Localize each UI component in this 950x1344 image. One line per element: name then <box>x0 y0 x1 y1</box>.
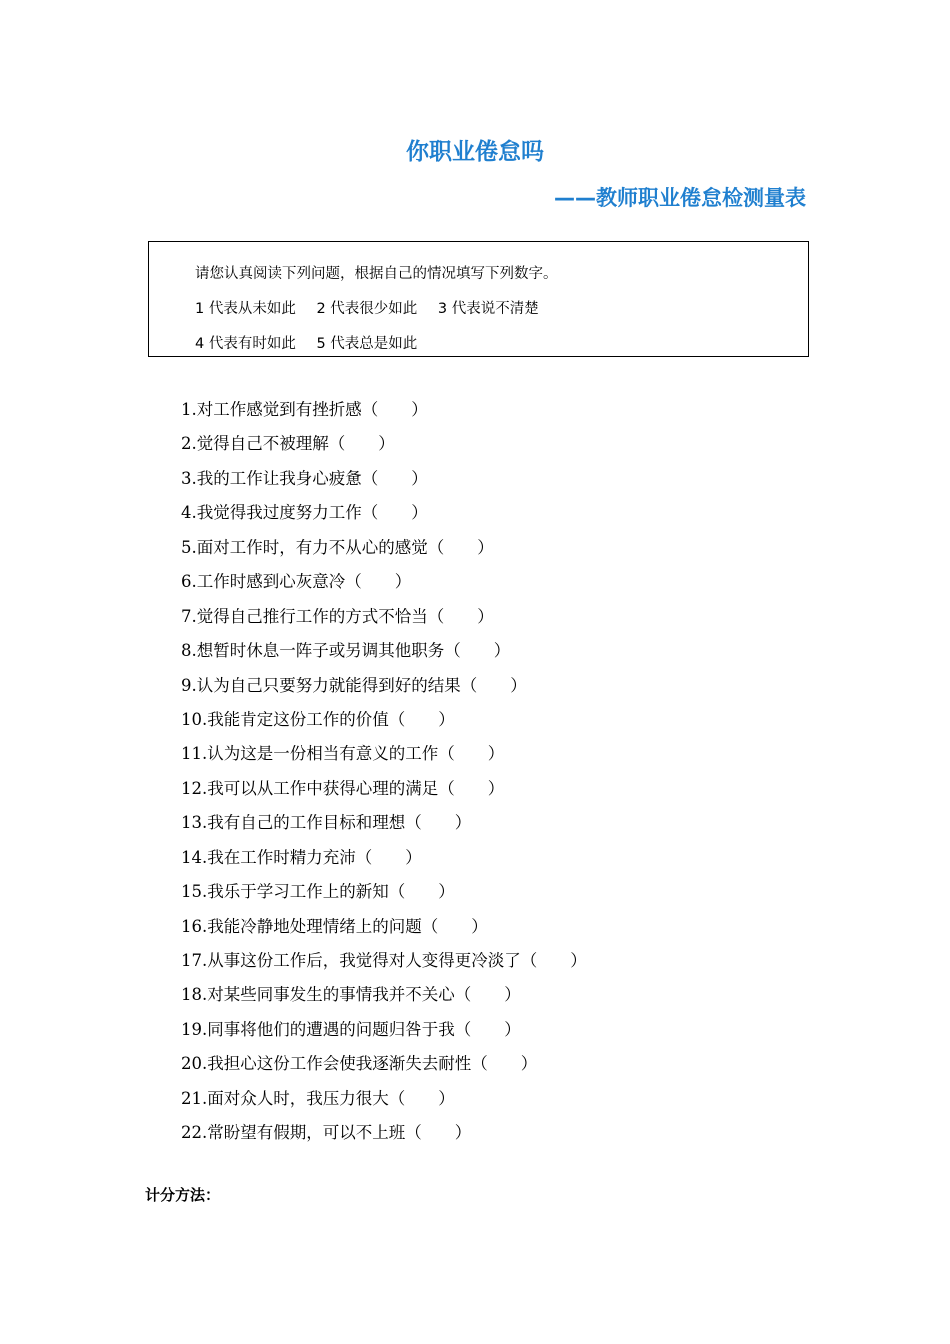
question-item: 5.面对工作时，有力不从心的感觉（ ） <box>181 537 494 557</box>
question-item: 21.面对众人时，我压力很大（ ） <box>181 1088 455 1108</box>
document-title: 你职业倦怠吗 <box>406 139 544 165</box>
question-item: 15.我乐于学习工作上的新知（ ） <box>181 882 455 902</box>
question-item: 6.工作时感到心灰意冷（ ） <box>181 572 412 592</box>
question-item: 12.我可以从工作中获得心理的满足（ ） <box>181 778 505 798</box>
question-item: 8.想暂时休息一阵子或另调其他职务（ ） <box>181 641 511 661</box>
scale-row-1 <box>195 297 555 318</box>
question-item: 13.我有自己的工作目标和理想（ ） <box>181 813 472 833</box>
scale-item-1: 1 代表从未如此 <box>195 301 296 317</box>
question-item: 22.常盼望有假期，可以不上班（ ） <box>181 1123 472 1143</box>
question-item: 4.我觉得我过度努力工作（ ） <box>181 503 428 523</box>
question-item: 11.认为这是一份相当有意义的工作（ ） <box>181 744 505 764</box>
scale-item-3: 3 代表说不清楚 <box>437 301 539 317</box>
document-subtitle: ——教师职业倦怠检测量表 <box>554 186 806 210</box>
question-item: 19.同事将他们的遭遇的问题归咎于我（ ） <box>181 1019 521 1039</box>
question-item: 2.觉得自己不被理解（ ） <box>181 434 395 454</box>
question-list <box>181 398 587 1156</box>
question-item: 20.我担心这份工作会使我逐渐失去耐性（ ） <box>181 1054 538 1074</box>
question-item: 17.从事这份工作后，我觉得对人变得更冷淡了（ ） <box>181 951 587 970</box>
question-item: 9.认为自己只要努力就能得到好的结果（ ） <box>181 675 527 695</box>
scale-row-2 <box>195 332 433 353</box>
scoring-method-label: 计分方法： <box>145 1186 221 1204</box>
question-item: 1.对工作感觉到有挫折感（ ） <box>181 400 428 419</box>
question-item: 18.对某些同事发生的事情我并不关心（ ） <box>181 985 521 1005</box>
scale-item-5: 5 代表总是如此 <box>316 336 418 352</box>
question-item: 14.我在工作时精力充沛（ ） <box>181 847 422 867</box>
instruction-text: 请您认真阅读下列问题，根据自己的情况填写下列数字。 <box>195 266 558 282</box>
scale-item-4: 4 代表有时如此 <box>195 336 296 352</box>
question-item: 7.觉得自己推行工作的方式不恰当（ ） <box>181 606 494 626</box>
question-item: 16.我能冷静地处理情绪上的问题（ ） <box>181 916 488 936</box>
instruction-box <box>148 241 809 357</box>
question-item: 3.我的工作让我身心疲惫（ ） <box>181 468 428 488</box>
scale-item-2: 2 代表很少如此 <box>316 301 418 317</box>
question-item: 10.我能肯定这份工作的价值（ ） <box>181 709 455 729</box>
